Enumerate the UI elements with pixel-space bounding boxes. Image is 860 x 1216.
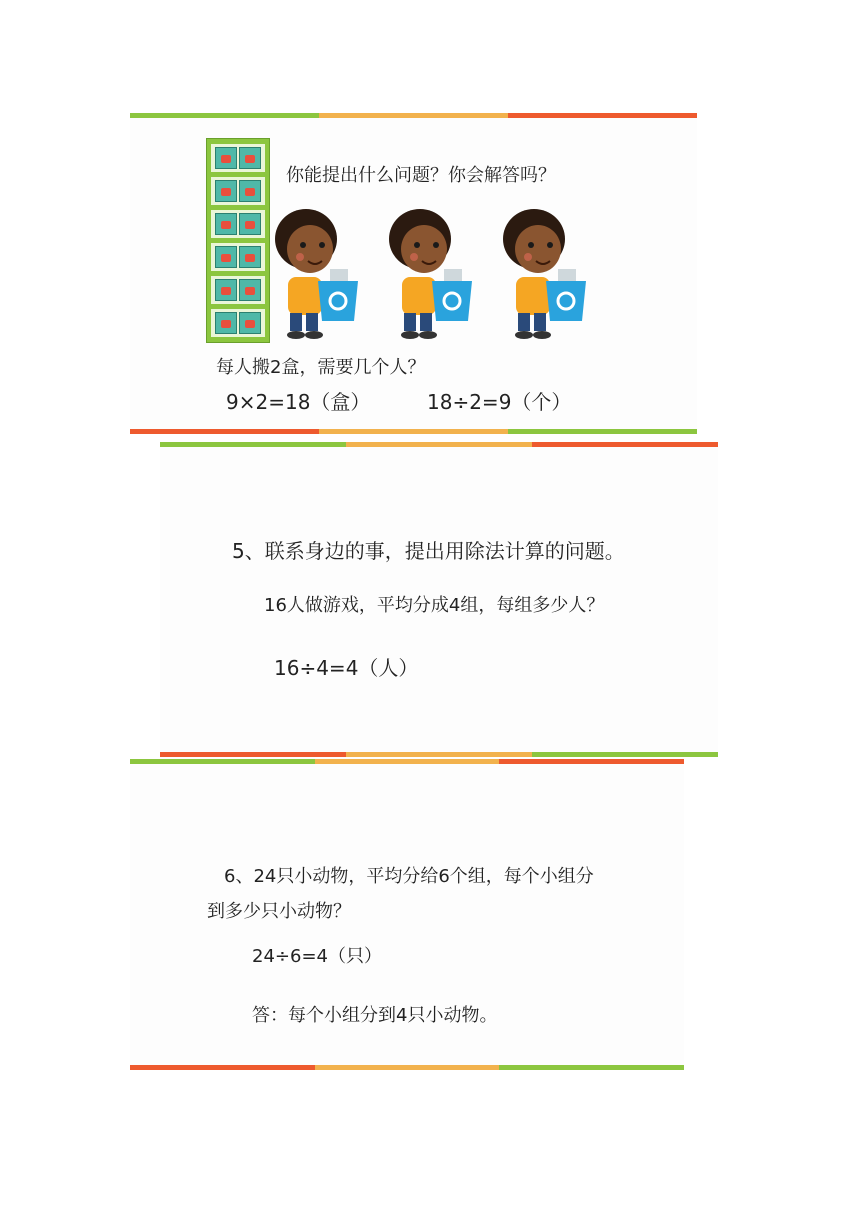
shelf-illustration <box>206 138 270 343</box>
bottom-stripe <box>130 429 697 434</box>
equation: 24÷6=4（只） <box>252 946 382 967</box>
problem-line-2: 到多少只小动物？ <box>207 901 351 922</box>
equation-people: 18÷2=9（个） <box>427 390 572 414</box>
slide-1 <box>130 113 697 434</box>
equation-boxes: 9×2=18（盒） <box>226 390 371 414</box>
question-text: 你能提出什么问题？你会解答吗？ <box>286 165 556 186</box>
top-stripe <box>130 113 697 118</box>
bottom-stripe <box>160 752 718 757</box>
problem-line-1: 6、24只小动物，平均分给6个组，每个小组分 <box>224 866 594 887</box>
slide-3 <box>130 759 684 1070</box>
answer-text: 答：每个小组分到4只小动物。 <box>252 1005 498 1026</box>
boy-carrying-bin-illustration <box>384 203 474 343</box>
problem-text: 16人做游戏，平均分成4组，每组多少人？ <box>264 595 605 616</box>
boy-carrying-bin-illustration <box>270 203 360 343</box>
equation: 16÷4=4（人） <box>274 656 419 680</box>
bottom-stripe <box>130 1065 684 1070</box>
boy-carrying-bin-illustration <box>498 203 588 343</box>
section-title: 5、联系身边的事，提出用除法计算的问题。 <box>232 539 625 563</box>
sub-question-text: 每人搬2盒，需要几个人？ <box>216 357 426 378</box>
top-stripe <box>160 442 718 447</box>
top-stripe <box>130 759 684 764</box>
slide-2 <box>160 442 718 757</box>
